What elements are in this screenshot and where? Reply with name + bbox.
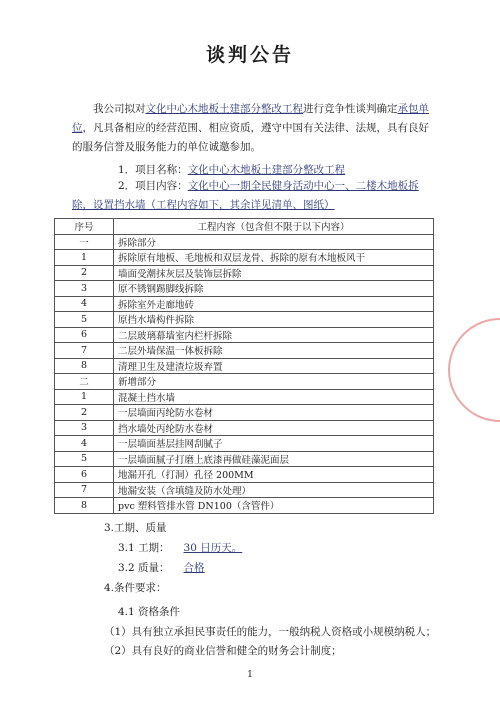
- row-number: 3: [55, 420, 114, 436]
- quality-value: 合格: [183, 562, 205, 574]
- quality-line: [118, 560, 205, 575]
- row-number: 1: [55, 250, 114, 266]
- intro-text-2: 进行竞争性谈判确定: [303, 103, 398, 115]
- item2-label: 2．项目内容：: [118, 180, 188, 192]
- row-content: 一层墙面基层挂网刮腻子: [114, 436, 434, 452]
- row-number: 6: [55, 467, 114, 483]
- row-number: 5: [55, 451, 114, 467]
- table-header-row: [55, 219, 434, 235]
- row-number: 5: [55, 312, 114, 328]
- row-content: 清理卫生及建渣垃圾弃置: [114, 358, 434, 374]
- row-content: 拆除室外走廊地砖: [114, 296, 434, 312]
- table-row: [55, 343, 434, 359]
- header-content: 工程内容（包含但不限于以下内容）: [114, 219, 434, 235]
- section-3-heading: 3.工期、质量: [104, 522, 167, 534]
- row-content: 一层墙面丙纶防水卷材: [114, 405, 434, 421]
- table-row: [55, 389, 434, 405]
- intro-text-1: 我公司拟对: [93, 103, 146, 115]
- row-number: 8: [55, 358, 114, 374]
- row-content: 墙面受潮抹灰层及装饰层拆除: [114, 265, 434, 281]
- table-row: [55, 405, 434, 421]
- row-content: 挡水墙处丙纶防水卷材: [114, 420, 434, 436]
- table-row: [55, 234, 434, 250]
- table-row: [55, 265, 434, 281]
- row-content: 原挡水墙构件拆除: [114, 312, 434, 328]
- table-row: [55, 498, 434, 514]
- row-content: 二层外墙保温一体板拆除: [114, 343, 434, 359]
- row-number: 8: [55, 498, 114, 514]
- intro-paragraph: [72, 100, 432, 157]
- item1-label: 1．项目名称：: [118, 164, 188, 176]
- qualification-subheading: 4.1 资格条件: [118, 606, 181, 618]
- row-content: 地漏安装（含填缝及防水处理）: [114, 482, 434, 498]
- company-seal: [448, 318, 500, 422]
- condition-2: （2）具有良好的商业信誉和健全的财务会计制度；: [104, 645, 342, 657]
- table-row: [55, 436, 434, 452]
- item1-value: 文化中心木地板土建部分整改工程: [187, 164, 346, 176]
- quality-label: 3.2 质量：: [118, 562, 170, 574]
- row-number: 一: [55, 234, 114, 250]
- item2-value: 文化中心一期全民健身活动中心一、二楼木地板拆除，设置挡水墙（工程内容如下，其余详见清单、图纸）: [72, 180, 419, 211]
- table-row: [55, 327, 434, 343]
- row-number: 3: [55, 281, 114, 297]
- duration-line: [118, 540, 242, 555]
- row-content: pvc 塑料管排水管 DN100（含管件）: [114, 498, 434, 514]
- works-table: [54, 218, 434, 514]
- row-number: 4: [55, 436, 114, 452]
- row-number: 7: [55, 482, 114, 498]
- table-row: [55, 451, 434, 467]
- section-4-heading: 4.条件要求：: [104, 582, 167, 594]
- table-row: [55, 374, 434, 390]
- row-number: 2: [55, 265, 114, 281]
- item-project-content: [72, 177, 432, 215]
- table-row: [55, 467, 434, 483]
- project-name-link: 文化中心木地板土建部分整改工程: [145, 103, 303, 115]
- row-content: 二层玻璃幕墙室内栏杆拆除: [114, 327, 434, 343]
- duration-value: 30 日历天。: [183, 542, 243, 554]
- row-number: 1: [55, 389, 114, 405]
- table-row: [55, 281, 434, 297]
- intro-text-3: ，凡具备相应的经营范围、相应资质，遵守中国有关法律、法规，具有良好的服务信誉及服务能力的单位诚邀参加。: [72, 122, 429, 153]
- row-content: 原不锈钢踢脚线拆除: [114, 281, 434, 297]
- table-row: [55, 296, 434, 312]
- table-row: [55, 420, 434, 436]
- contractor-term: 承包单位: [72, 103, 429, 134]
- row-content: 新增部分: [114, 374, 434, 390]
- table-row: [55, 250, 434, 266]
- row-content: 混凝土挡水墙: [114, 389, 434, 405]
- duration-label: 3.1 工期：: [118, 542, 170, 554]
- page-number: 1: [247, 670, 253, 680]
- table-row: [55, 358, 434, 374]
- header-no: 序号: [55, 219, 114, 235]
- item-project-name: [118, 162, 345, 177]
- row-content: 拆除原有地板、毛地板和双层龙骨、拆除的原有木地板风干: [114, 250, 434, 266]
- row-number: 二: [55, 374, 114, 390]
- condition-1: （1）具有独立承担民事责任的能力，一般纳税人资格或小规模纳税人；: [104, 626, 437, 638]
- page-title: 谈判公告: [205, 44, 294, 66]
- row-content: 地漏开孔（打洞）孔径 200MM: [114, 467, 434, 483]
- row-number: 6: [55, 327, 114, 343]
- table-row: [55, 482, 434, 498]
- row-content: 拆除部分: [114, 234, 434, 250]
- row-number: 2: [55, 405, 114, 421]
- row-number: 7: [55, 343, 114, 359]
- row-number: 4: [55, 296, 114, 312]
- works-table-body: [55, 234, 434, 513]
- table-row: [55, 312, 434, 328]
- row-content: 一层墙面腻子打磨上底漆再做硅藻泥面层: [114, 451, 434, 467]
